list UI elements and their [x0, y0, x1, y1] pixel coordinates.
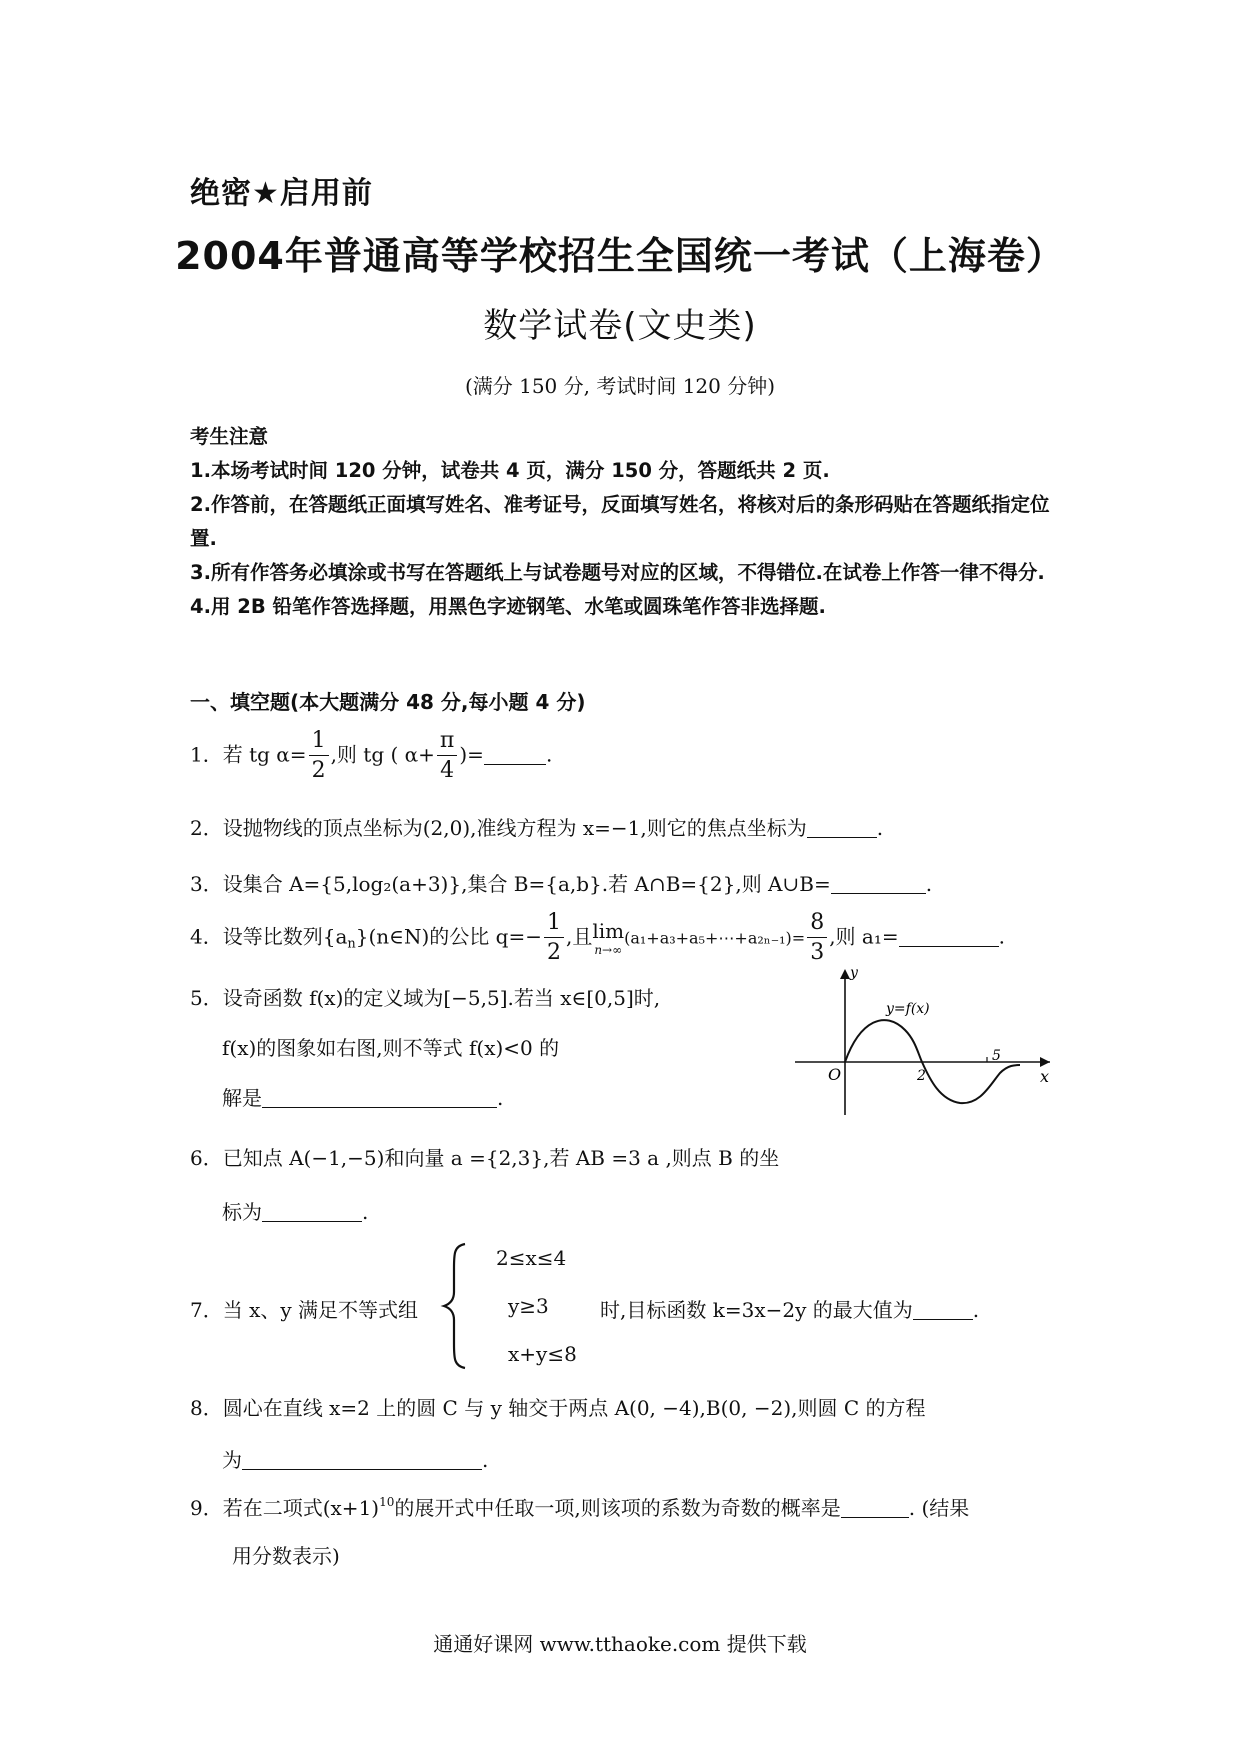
q7-cond3: x+y≤8: [508, 1342, 577, 1366]
answer-blank[interactable]: [899, 926, 999, 947]
q1-end: .: [545, 742, 553, 767]
q7-post: 时,目标函数 k=3x−2y 的最大值为: [600, 1298, 913, 1322]
denominator: 2: [311, 758, 326, 783]
q8-line2-text: 为: [222, 1448, 242, 1472]
limit-label: lim: [592, 918, 625, 943]
fraction: [544, 912, 564, 964]
q8-line1: 8．圆心在直线 x=2 上的圆 C 与 y 轴交于两点 A(0, −4),B(0, −2),则圆 C 的方程: [190, 1396, 926, 1420]
answer-blank[interactable]: [841, 1497, 909, 1518]
notice-heading: 考生注意: [190, 425, 269, 448]
q9-line2: 用分数表示): [232, 1544, 340, 1568]
q1-mid: ,则 tg ( α+: [330, 742, 435, 767]
limit-sub: n→∞: [594, 942, 623, 957]
system-brace: [440, 1240, 470, 1372]
origin-label: O: [828, 1065, 842, 1084]
section-title: 一、填空题(本大题满分 48 分,每小题 4 分): [190, 690, 586, 714]
question-3: [190, 868, 932, 897]
denominator: 2: [546, 940, 561, 965]
notice-item: 2.作答前，在答题纸正面填写姓名、准考证号，反面填写姓名，将核对后的条形码贴在答题纸指定位置.: [190, 493, 1050, 550]
y-label: y: [850, 965, 858, 981]
q6-line1: 6．已知点 A(−1,−5)和向量 a ={2,3},若 AB =3 a ,则点 B 的坐: [190, 1146, 780, 1170]
q4-seq: (a₁+a₃+a₅+⋯+a₂ₙ₋₁)=: [624, 928, 806, 948]
answer-blank[interactable]: [242, 1449, 482, 1470]
q4-pre: 设等比数列{a: [222, 924, 348, 949]
q4-mid2: ,且: [565, 924, 593, 949]
q6-line2-text: 标为: [222, 1200, 262, 1224]
q9-mid: 的展开式中任取一项,则该项的系数为奇数的概率是: [394, 1496, 841, 1520]
curve-label: y=f(x): [886, 1001, 930, 1017]
question-1: [190, 730, 552, 782]
q7-pre: 当 x、y 满足不等式组: [222, 1298, 419, 1322]
x-axis-arrow: [1040, 1057, 1050, 1067]
notice-item: 4.用 2B 铅笔作答选择题，用黑色字迹钢笔、水笔或圆珠笔作答非选择题.: [190, 595, 826, 618]
notice-item: 3.所有作答务必填涂或书写在答题纸上与试卷题号对应的区域，不得错位.在试卷上作答一律不得分.: [190, 561, 1045, 584]
x-label: x: [1040, 1067, 1050, 1086]
question-4: [190, 912, 1005, 964]
q4-mid: }(n∈N)的公比 q=−: [355, 924, 542, 949]
answer-blank[interactable]: [913, 1299, 973, 1320]
answer-blank[interactable]: [484, 744, 546, 765]
exam-meta: (满分 150 分, 考试时间 120 分钟): [464, 374, 776, 398]
fraction: [309, 730, 329, 782]
fraction: [807, 912, 827, 964]
tick-label-2: 2: [917, 1068, 926, 1084]
q9-line1: [190, 1492, 969, 1521]
page-subtitle: 数学试卷(文史类): [483, 306, 757, 346]
answer-blank[interactable]: [262, 1201, 362, 1222]
q5-line2: f(x)的图象如右图,则不等式 f(x)<0 的: [222, 1036, 560, 1060]
q3-end: .: [925, 872, 933, 896]
function-graph: [790, 965, 1060, 1125]
footer: 通通好课网 www.tthaoke.com 提供下载: [433, 1632, 807, 1656]
q9-pre: 9．若在二项式(x+1): [190, 1496, 380, 1520]
answer-blank[interactable]: [807, 817, 877, 838]
q2-end: .: [876, 816, 884, 840]
q5-line3: [222, 1082, 503, 1111]
numerator: π: [437, 730, 457, 756]
denominator: 3: [810, 940, 825, 965]
notice-item: 1.本场考试时间 120 分钟，试卷共 4 页，满分 150 分，答题纸共 2 页.: [190, 459, 830, 482]
limit-symbol: [592, 918, 625, 957]
numerator: 1: [309, 730, 329, 756]
y-axis-arrow: [840, 969, 850, 979]
superscript: 10: [379, 1495, 395, 1509]
q9-end: . (结果: [908, 1496, 970, 1520]
numerator: 1: [544, 912, 564, 938]
tick-label-5: 5: [992, 1048, 1001, 1064]
denominator: 4: [440, 758, 455, 783]
notice-block: [190, 420, 1070, 624]
q6-end: .: [362, 1200, 369, 1224]
q7-tail: [600, 1294, 979, 1323]
q7-end: .: [972, 1298, 980, 1322]
q7-cond2: y≥3: [508, 1294, 549, 1318]
q4-num: 4．: [190, 924, 223, 949]
q3-text: 3．设集合 A={5,log₂(a+3)},集合 B={a,b}.若 A∩B={2},则 A∪B=: [190, 872, 831, 896]
q1-num: 1．: [190, 742, 223, 767]
q4-post: ,则 a₁=: [829, 924, 899, 949]
q8-end: .: [482, 1448, 489, 1472]
q6-line2: [222, 1196, 368, 1225]
q4-end: .: [998, 924, 1005, 949]
q5-end: .: [497, 1086, 504, 1110]
subscript: n: [347, 936, 356, 952]
q5-line3-text: 解是: [222, 1086, 262, 1110]
q5-line1: 5．设奇函数 f(x)的定义域为[−5,5].若当 x∈[0,5]时,: [190, 986, 661, 1010]
answer-blank[interactable]: [262, 1087, 497, 1108]
fraction: [437, 730, 457, 782]
q1-pre: 若 tg α=: [222, 742, 307, 767]
q2-text: 2．设抛物线的顶点坐标为(2,0),准线方程为 x=−1,则它的焦点坐标为: [190, 816, 807, 840]
numerator: 8: [807, 912, 827, 938]
q7-num: 7．: [190, 1298, 223, 1322]
secret-label: 绝密★启用前: [190, 176, 373, 211]
question-2: [190, 812, 883, 841]
q7-lead: [190, 1294, 418, 1323]
brace-path: [444, 1244, 465, 1368]
q7-cond1: 2≤x≤4: [496, 1246, 567, 1270]
q1-post: )=: [459, 742, 484, 767]
q8-line2: [222, 1444, 488, 1473]
page-title: 2004年普通高等学校招生全国统一考试（上海卷）: [175, 234, 1065, 278]
answer-blank[interactable]: [831, 873, 926, 894]
